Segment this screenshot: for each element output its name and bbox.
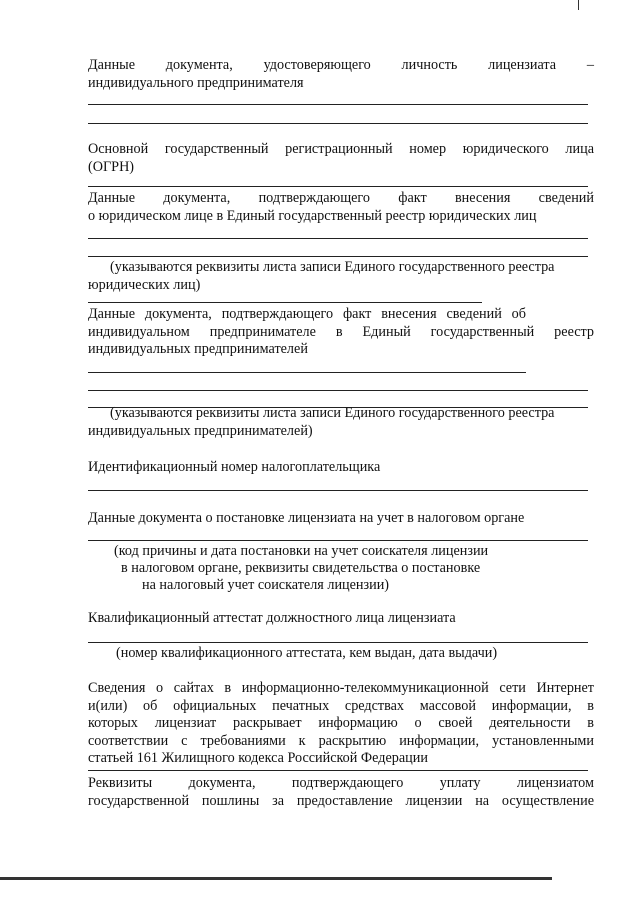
qualification-field-line[interactable] [88, 642, 588, 643]
ogrn-field-line[interactable] [88, 186, 588, 187]
websites-field-line[interactable] [88, 770, 588, 771]
text-line: Данные документа, подтверждающего факт внесения сведений об [88, 306, 526, 322]
tax-note-line-2: в налоговом органе, реквизиты свидетельства о постановке [121, 560, 481, 576]
text-line: соответствии с требованиями к раскрытию информации, установленными [88, 732, 594, 749]
text-line: (указываются реквизиты листа записи Единого государственного реестра [110, 405, 555, 421]
text-line: (ОГРН) [88, 158, 135, 175]
text-line: которых лицензиат раскрывает информацию о своей деятельности в [88, 715, 594, 731]
identity-doc-field-line[interactable] [88, 123, 588, 124]
text-line: о юридическом лице в Единый государственный реестр юридических лиц [88, 207, 537, 224]
tax-note-line-3: на налоговый учет соискателя лицензии) [142, 577, 390, 593]
egrip-doc-label [88, 306, 594, 359]
egrul-doc-label [88, 190, 594, 225]
text-line: Основной государственный регистрационный номер юридического лица [88, 141, 594, 157]
websites-label [88, 680, 594, 768]
text-line: индивидуальных предпринимателей) [88, 422, 313, 439]
text-line: Данные документа, удостоверяющего личность лицензиата – [88, 57, 594, 73]
text-line: статьей 161 Жилищного кодекса Российской Федерации [88, 750, 428, 766]
egrip-field-line[interactable] [88, 372, 526, 373]
fee-doc-label [88, 775, 594, 810]
egrip-field-line[interactable] [88, 390, 588, 391]
tax-registration-label: Данные документа о постановке лицензиата на учет в налоговом органе [88, 510, 525, 526]
identity-doc-field-line[interactable] [88, 104, 588, 105]
text-line: индивидуальных предпринимателей [88, 341, 308, 357]
egrul-note-separator [88, 302, 482, 303]
inn-field-line[interactable] [88, 490, 588, 491]
text-line: Реквизиты документа, подтверждающего уплату лицензиатом [88, 775, 594, 791]
scan-edge-mark [578, 0, 579, 10]
egrul-note [88, 259, 594, 294]
egrip-note [88, 405, 594, 440]
tax-registration-field-line[interactable] [88, 540, 588, 541]
text-line: индивидуального предпринимателя [88, 74, 304, 91]
inn-label: Идентификационный номер налогоплательщика [88, 459, 381, 475]
text-line: Данные документа, подтверждающего факт внесения сведений [88, 190, 594, 206]
qualification-note: (номер квалификационного аттестата, кем выдан, дата выдачи) [116, 645, 498, 661]
text-line: Сведения о сайтах в информационно-телекоммуникационной сети Интернет [88, 680, 594, 696]
text-line: (указываются реквизиты листа записи Единого государственного реестра [110, 259, 555, 275]
ogrn-label [88, 141, 594, 176]
egrul-field-line[interactable] [88, 256, 588, 257]
scan-bottom-border [0, 877, 552, 880]
identity-doc-label [88, 57, 594, 92]
text-line: индивидуальном предпринимателе в Единый государственный реестр [88, 323, 594, 340]
text-line: государственной пошлины за предоставление лицензии на осуществление [88, 792, 594, 809]
text-line: юридических лиц) [88, 276, 201, 293]
qualification-label: Квалификационный аттестат должностного лица лицензиата [88, 610, 456, 626]
text-line: и(или) об официальных печатных средствах массовой информации, в [88, 697, 594, 714]
egrul-field-line[interactable] [88, 238, 588, 239]
tax-note-line-1: (код причины и дата постановки на учет соискателя лицензии [114, 543, 489, 559]
